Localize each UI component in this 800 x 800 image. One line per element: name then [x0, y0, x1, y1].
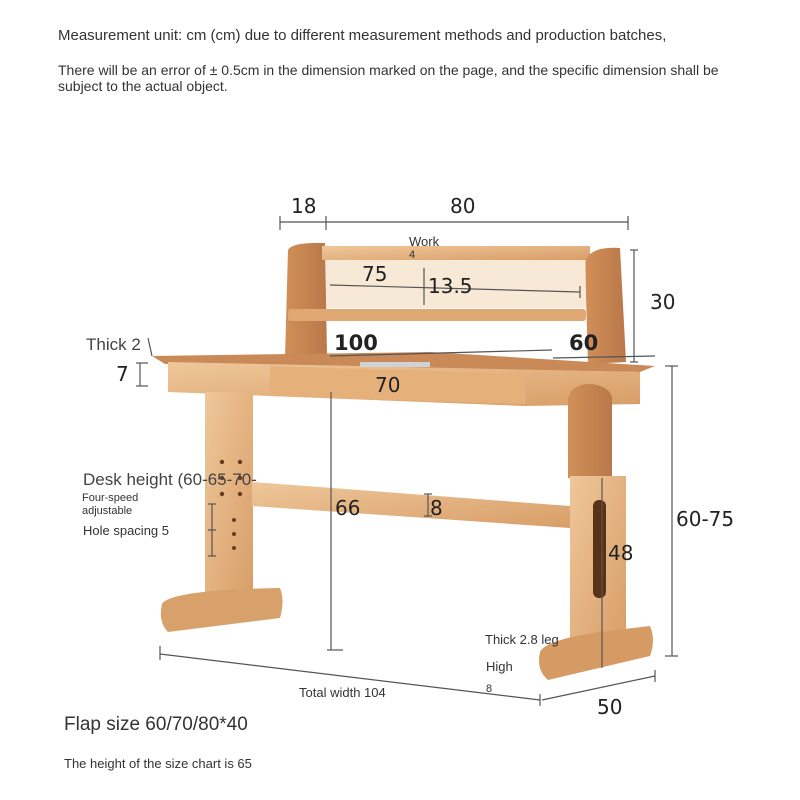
high-sub-label: 8	[486, 683, 493, 695]
leg-height-label: 48	[608, 541, 634, 565]
right-leg-slot	[593, 500, 606, 598]
right-leg-upper	[568, 384, 612, 478]
leg-clearance-label: 66	[335, 496, 361, 520]
shelf-width-label: 75	[362, 262, 388, 286]
measurement-unit-notice: Measurement unit: cm (cm) due to different measurement methods and production batches,	[58, 27, 667, 44]
hutch-width-label: 80	[450, 194, 476, 218]
hutch-height-label: 30	[650, 290, 676, 314]
adjustable-label: adjustable	[82, 505, 133, 517]
size-chart-footnote: The height of the size chart is 65	[64, 756, 252, 771]
base-depth-label: 50	[597, 695, 623, 719]
total-width-label: Total width 104	[299, 685, 386, 700]
hutch-shelf	[288, 309, 586, 321]
apron-height-label: 7	[116, 362, 129, 386]
thickness-label: Thick 2	[86, 335, 141, 354]
hole-spacing-label: Hole spacing 5	[83, 523, 169, 538]
leg-thickness-label: Thick 2.8 leg	[485, 632, 559, 647]
drawer-width-label: 70	[375, 373, 401, 397]
stretcher-height-label: 8	[430, 496, 443, 520]
flap-size-label: Flap size 60/70/80*40	[64, 714, 248, 735]
hutch-left-side	[285, 243, 327, 358]
side-width-label: 18	[291, 194, 317, 218]
desk-height-label: Desk height (60-65-70-	[83, 470, 257, 489]
hutch-top-panel	[322, 246, 590, 260]
error-tolerance-notice: There will be an error of ± 0.5cm in the dimension marked on the page, and the specific dimension shall be subject to the actual object.	[58, 62, 719, 94]
left-leg-post	[205, 392, 253, 600]
four-speed-label: Four-speed	[82, 492, 139, 504]
stretcher-beam	[252, 482, 570, 528]
shelf-gap-label: 13.5	[428, 274, 473, 298]
high-label: High	[486, 659, 513, 674]
work-sub-label: 4	[409, 249, 416, 261]
top-depth-label: 60	[569, 331, 599, 355]
left-leg	[161, 392, 283, 632]
drawer-handle	[360, 362, 430, 367]
work-label: Work	[409, 234, 440, 249]
left-leg-foot	[161, 588, 283, 632]
top-width-label: 100	[334, 331, 378, 355]
overall-height-label: 60-75	[676, 507, 735, 531]
